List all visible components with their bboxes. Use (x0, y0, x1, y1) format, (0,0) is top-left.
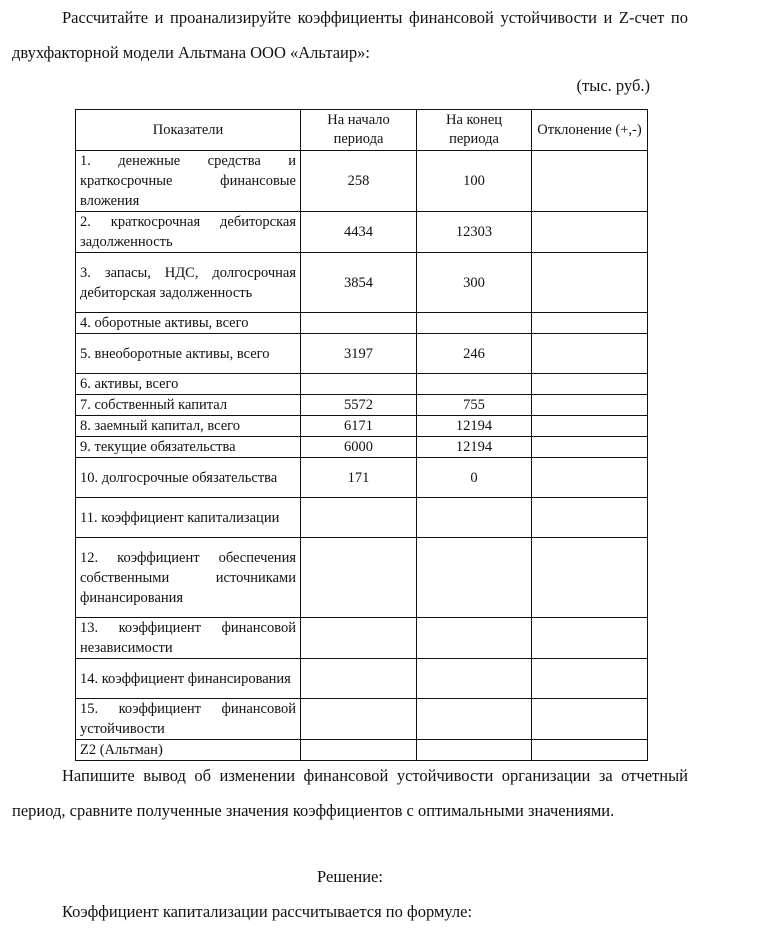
row-end-value (417, 374, 532, 395)
row-deviation-value (532, 437, 648, 458)
header-end-period: На конец периода (417, 110, 532, 151)
row-end-value: 246 (417, 334, 532, 374)
row-end-value: 100 (417, 151, 532, 212)
row-name: 7. собственный капитал (76, 395, 301, 416)
row-deviation-value (532, 458, 648, 498)
row-start-value: 4434 (301, 212, 417, 253)
units-label: (тыс. руб.) (576, 76, 650, 95)
row-name: 6. активы, всего (76, 374, 301, 395)
row-end-value: 300 (417, 253, 532, 313)
row-name: 12. коэффициент обеспечения собственными источниками финансирования (76, 538, 301, 618)
row-end-value: 0 (417, 458, 532, 498)
row-name: 3. запасы, НДС, долгосрочная дебиторская задолженность (76, 253, 301, 313)
row-name: 11. коэффициент капитализации (76, 498, 301, 538)
row-start-value: 258 (301, 151, 417, 212)
table-row (76, 334, 648, 374)
header-indicators: Показатели (76, 110, 301, 151)
row-start-value: 5572 (301, 395, 417, 416)
row-name: 13. коэффициент финансовой независимости (76, 618, 301, 659)
table-row (76, 458, 648, 498)
table-row (76, 374, 648, 395)
row-name: Z2 (Альтман) (76, 740, 301, 761)
row-start-value: 3197 (301, 334, 417, 374)
solution-heading: Решение: (317, 867, 383, 886)
row-end-value (417, 538, 532, 618)
row-name: 4. оборотные активы, всего (76, 313, 301, 334)
row-deviation-value (532, 618, 648, 659)
table-row (76, 395, 648, 416)
row-start-value: 3854 (301, 253, 417, 313)
financial-indicators-table (75, 109, 648, 761)
row-start-value (301, 374, 417, 395)
row-deviation-value (532, 498, 648, 538)
row-start-value: 171 (301, 458, 417, 498)
row-end-value (417, 618, 532, 659)
row-end-value: 12303 (417, 212, 532, 253)
table-row (76, 212, 648, 253)
row-deviation-value (532, 151, 648, 212)
row-name: 5. внеоборотные активы, всего (76, 334, 301, 374)
table-row (76, 253, 648, 313)
row-name: 15. коэффициент финансовой устойчивости (76, 699, 301, 740)
row-name: 2. краткосрочная дебиторская задолженность (76, 212, 301, 253)
row-start-value: 6000 (301, 437, 417, 458)
header-start-period: На начало периода (301, 110, 417, 151)
row-name: 14. коэффициент финансирования (76, 659, 301, 699)
row-deviation-value (532, 699, 648, 740)
row-deviation-value (532, 313, 648, 334)
table-row (76, 659, 648, 699)
row-end-value: 755 (417, 395, 532, 416)
table-row (76, 313, 648, 334)
table-row (76, 437, 648, 458)
row-deviation-value (532, 538, 648, 618)
row-name: 9. текущие обязательства (76, 437, 301, 458)
row-end-value: 12194 (417, 416, 532, 437)
row-end-value (417, 699, 532, 740)
row-deviation-value (532, 212, 648, 253)
row-start-value (301, 538, 417, 618)
table-row (76, 699, 648, 740)
row-deviation-value (532, 416, 648, 437)
row-name: 10. долгосрочные обязательства (76, 458, 301, 498)
row-start-value (301, 659, 417, 699)
table-row (76, 618, 648, 659)
row-end-value: 12194 (417, 437, 532, 458)
row-start-value (301, 498, 417, 538)
row-deviation-value (532, 374, 648, 395)
row-deviation-value (532, 395, 648, 416)
row-end-value (417, 313, 532, 334)
header-deviation: Отклонение (+,-) (532, 110, 648, 151)
table-row (76, 538, 648, 618)
table-row (76, 416, 648, 437)
row-name: 8. заемный капитал, всего (76, 416, 301, 437)
row-deviation-value (532, 659, 648, 699)
row-end-value (417, 498, 532, 538)
row-start-value (301, 699, 417, 740)
row-end-value (417, 659, 532, 699)
row-deviation-value (532, 253, 648, 313)
table-row (76, 498, 648, 538)
row-start-value (301, 313, 417, 334)
row-deviation-value (532, 334, 648, 374)
row-start-value: 6171 (301, 416, 417, 437)
table-header-row (76, 110, 648, 151)
row-start-value (301, 618, 417, 659)
task-intro-paragraph: Рассчитайте и проанализируйте коэффициенты финансовой устойчивости и Z-счет по двухфакторной модели Альтмана ООО «Альтаир»: (12, 8, 688, 62)
conclusion-paragraph: Напишите вывод об изменении финансовой устойчивости организации за отчетный период, сравните полученные значения коэффициентов с оптимальными значениями. (12, 766, 688, 820)
row-name: 1. денежные средства и краткосрочные финансовые вложения (76, 151, 301, 212)
formula-intro-text: Коэффициент капитализации рассчитывается по формуле: (62, 902, 473, 921)
table-row (76, 151, 648, 212)
